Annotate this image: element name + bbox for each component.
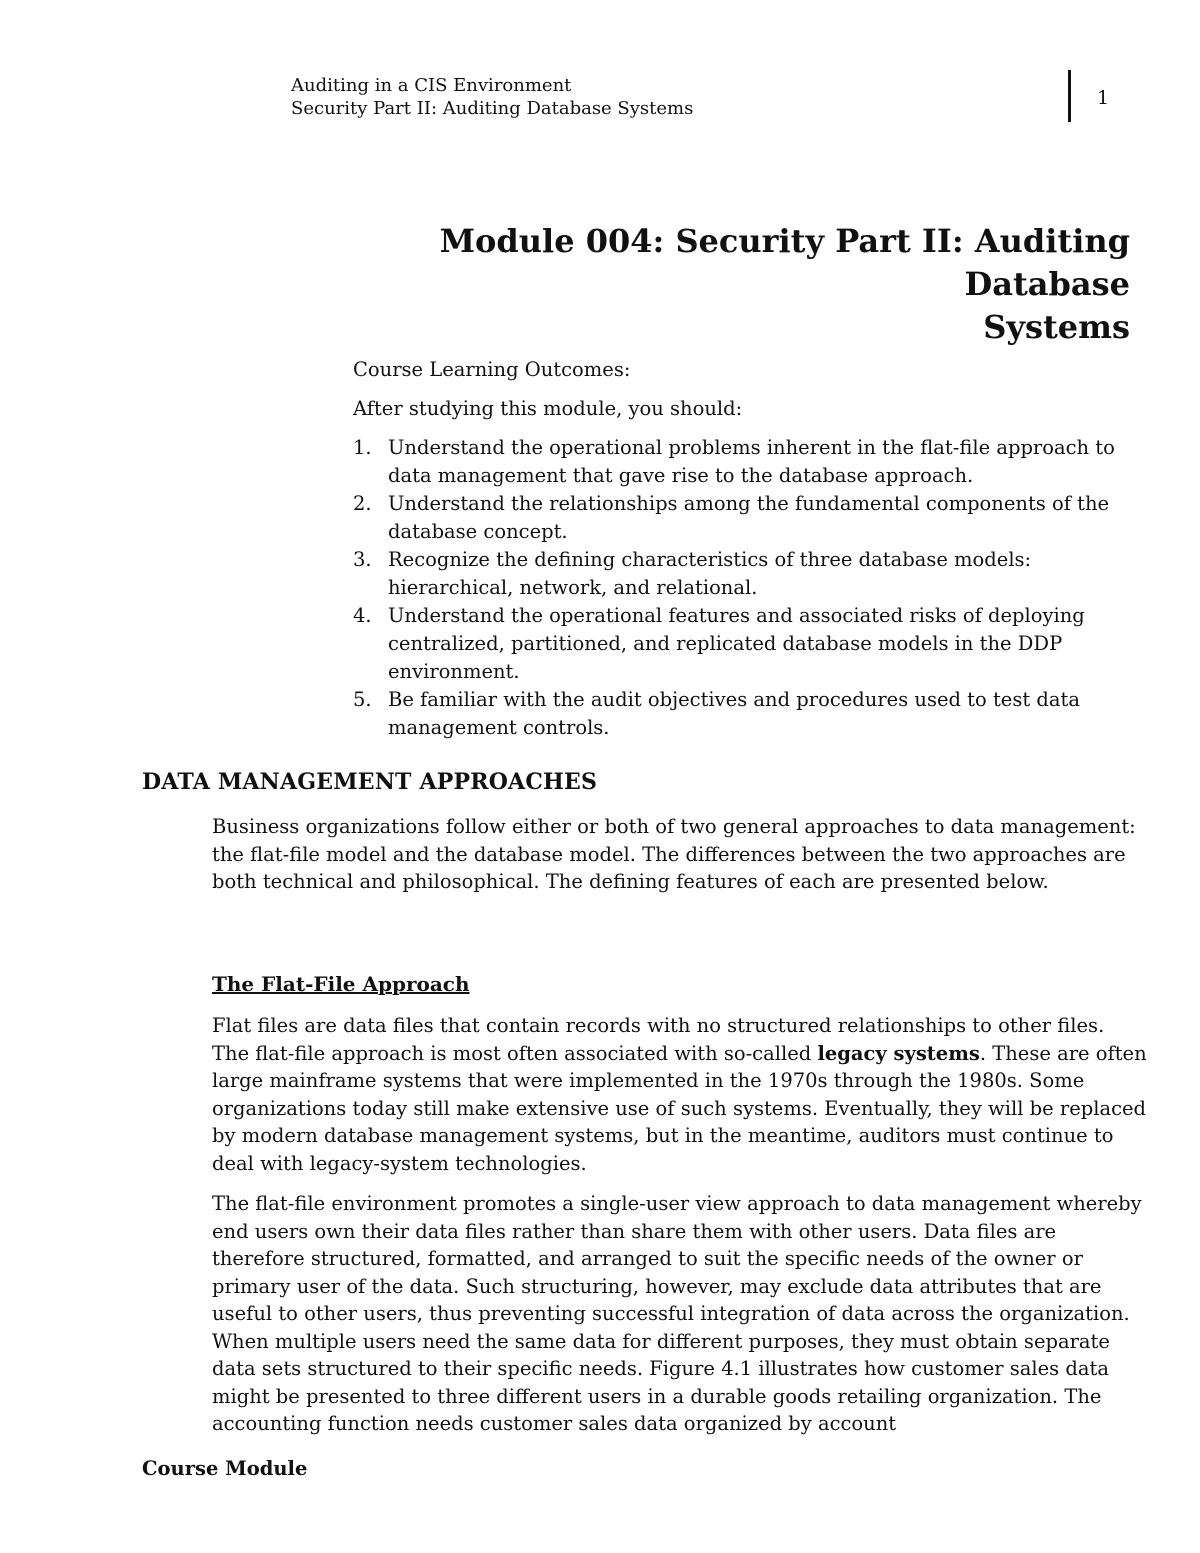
section-intro-paragraph: Business organizations follow either or both of two general approaches to data management: the flat-file model and the database model. The differences between the two approaches are both technical and philosophical. The defining features of each are presented below. <box>212 815 1136 893</box>
header-course-title: Auditing in a CIS Environment <box>291 75 572 96</box>
paragraph-text: . These are often large mainframe systems that were implemented in the 1970s through the 1980s. Some organizations today still make extensive use of such systems. Eventually, they will be replaced by modern database management systems, but in the meantime, auditors must continue to deal with legacy-system technologies. <box>212 1041 1147 1175</box>
list-item <box>353 686 1153 742</box>
list-item <box>353 602 1153 686</box>
page-number: 1 <box>1097 87 1110 109</box>
outcomes-list <box>353 434 1153 742</box>
flat-file-paragraph-1 <box>212 1012 1147 1177</box>
list-item <box>353 546 1153 602</box>
list-item-number: 3. <box>353 548 372 571</box>
section-heading: DATA MANAGEMENT APPROACHES <box>142 769 598 795</box>
header-divider <box>1068 70 1071 122</box>
page-title-line-1: Module 004: Security Part II: Auditing Database <box>439 222 1130 303</box>
list-item-text: Recognize the defining characteristics of three database models: hierarchical, network, and relational. <box>388 548 1032 599</box>
subsection-heading: The Flat-File Approach <box>212 972 470 996</box>
list-item-number: 4. <box>353 604 372 627</box>
list-item <box>353 434 1153 490</box>
flat-file-paragraph-2: The flat-file environment promotes a single-user view approach to data management whereby end users own their data files rather than share them with other users. Data files are therefore structured, formatted, and arranged to suit the specific needs of the owner or primary user of the data. Such structuring, however, may exclude data attributes that are useful to other users, thus preventing successful integration of data across the organization. When multiple users need the same data for different purposes, they must obtain separate data sets structured to their specific needs. Figure 4.1 illustrates how customer sales data might be presented to three different users in a durable goods retailing organization. The accounting function needs customer sales data organized by account <box>212 1192 1142 1435</box>
paragraph-text: Flat files are data files that contain records with no structured relationships to other files. The flat-file approach is most often associated with so-called <box>212 1014 1105 1065</box>
list-item-text: Understand the relationships among the fundamental components of the database concept. <box>388 492 1110 543</box>
page-title <box>330 220 1130 349</box>
list-item-text: Understand the operational features and associated risks of deploying centralized, partitioned, and replicated database models in the DDP environment. <box>388 604 1085 683</box>
page-footer: Course Module <box>142 1457 308 1480</box>
running-header <box>291 74 693 120</box>
outcomes-lead: After studying this module, you should: <box>353 397 743 420</box>
learning-outcomes <box>353 356 1153 742</box>
header-module-title: Security Part II: Auditing Database Systems <box>291 98 694 119</box>
list-item-number: 5. <box>353 688 372 711</box>
list-item-text: Understand the operational problems inherent in the flat-file approach to data management that gave rise to the database approach. <box>388 436 1115 487</box>
list-item-number: 2. <box>353 492 372 515</box>
outcomes-heading: Course Learning Outcomes: <box>353 358 631 381</box>
list-item-text: Be familiar with the audit objectives and procedures used to test data management controls. <box>388 688 1080 739</box>
list-item <box>353 490 1153 546</box>
list-item-number: 1. <box>353 436 372 459</box>
page-title-line-2: Systems <box>983 308 1130 346</box>
bold-term: legacy systems <box>817 1041 980 1065</box>
